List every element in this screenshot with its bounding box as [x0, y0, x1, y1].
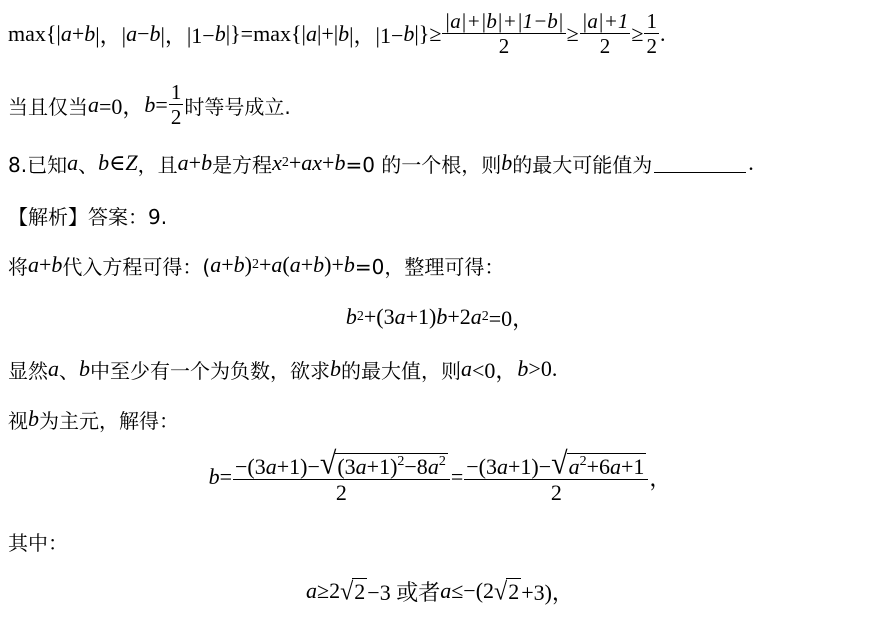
inequality-line [8, 10, 665, 58]
var: a [126, 21, 138, 46]
analysis-answer: 【解析】答案：9. [8, 204, 168, 229]
var: b [144, 92, 156, 117]
text: ≥ [631, 21, 644, 46]
text: |}=max{| [225, 21, 306, 46]
sqrt-2: √ $a^2+6a+1$ [551, 445, 645, 481]
text: ≥ [566, 21, 579, 46]
quadratic-in-b: b 2 +(3 a +1) b +2 a 2 =0， [345, 304, 535, 331]
text: =0， [99, 93, 145, 119]
fraction-1: $\frac{|a|+|b|+|1-b|}{2}$ [444, 8, 564, 58]
text: 8.已知 [8, 152, 68, 177]
var: b [214, 21, 226, 46]
var: a [60, 21, 72, 46]
text: . [659, 21, 666, 46]
text: |}≥ [414, 21, 442, 46]
where-line: 其中： [8, 530, 68, 555]
equality-condition-line [8, 79, 291, 129]
text: 当且仅当 [8, 94, 88, 119]
answer-blank [654, 154, 746, 173]
text: |，| [95, 22, 127, 48]
text: |+| [316, 21, 339, 46]
sign-analysis: 显然 a 、 b 中至少有一个为负数，欲求 b 的最大值，则 a <0， b >0. [8, 356, 558, 383]
fraction-3: $\frac{1}{2}$ [646, 8, 657, 58]
fraction-half: $\frac{1}{2}$ [170, 79, 182, 129]
main-variable-line: 视 b 为主元，解得： [8, 406, 179, 433]
solution-fraction-1: −(3 a +1)− √ $(3a+1)^2-8a^2$ 2 [233, 449, 450, 505]
problem-8: 8.已知 a 、 b ∈ Z ，且 a + b 是方程 x 2 + ax + b =0 的一个根，则 b 的最大可能值为 . [8, 150, 754, 177]
substitute-line: 将 a + b 代入方程可得：( a + b ) 2 + a ( a + b )+ b =0，整理可得： [8, 252, 505, 279]
sqrt-1: √ $(3a+1)^2-8a^2$ [319, 445, 446, 481]
text: − [137, 21, 150, 46]
solution-formula: b = −(3 a +1)− √ $(3a+1)^2-8a^2$ 2 = −(3 a +1)− √ $a^2+6a+1$ 2 ， [208, 445, 672, 505]
sqrt-2-b: √ 2 [494, 578, 520, 606]
var: b [403, 21, 415, 46]
sqrt-2-a: √ 2 [340, 578, 366, 606]
text: |，|1− [349, 22, 404, 48]
text: + [71, 21, 85, 46]
range-of-a: a ≥2 √ 2 −3 或者 a ≤−(2 √ 2 +3)， [306, 578, 574, 606]
solution-fraction-2: −(3 a +1)− √ $a^2+6a+1$ 2 [464, 449, 648, 505]
text: max{| [8, 21, 61, 46]
var: a [305, 21, 317, 46]
var: b [338, 21, 350, 46]
var: a [88, 92, 99, 117]
text: |，|1− [160, 22, 215, 48]
text: = [155, 92, 168, 117]
text: 时等号成立. [184, 94, 291, 119]
var: b [149, 21, 161, 46]
fraction-2: $\frac{|a|+1}{2}$ [581, 8, 629, 58]
var: b [84, 21, 96, 46]
